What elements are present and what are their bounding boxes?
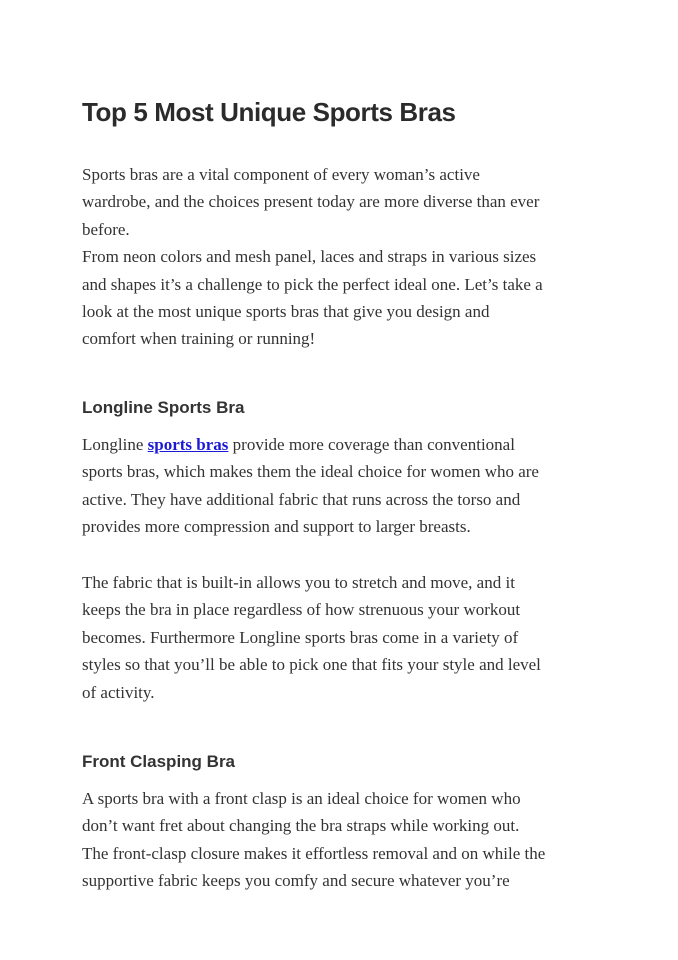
text-line: and shapes it’s a challenge to pick the perfect ideal one. Let’s take a — [82, 274, 543, 294]
text-line: keeps the bra in place regardless of how strenuous your workout — [82, 600, 521, 620]
text-line: The front-clasp closure makes it effortless removal and on while the — [82, 843, 546, 863]
text-line: supportive fabric keeps you comfy and secure whatever you’re — [82, 871, 510, 891]
text-line: A sports bra with a front clasp is an ideal choice for women who — [82, 789, 521, 808]
page-title: Top 5 Most Unique Sports Bras — [82, 97, 456, 127]
text-line: of activity. — [82, 682, 155, 702]
intro-paragraph — [82, 161, 597, 353]
front-clasping-paragraph-1 — [82, 785, 597, 895]
text-line — [82, 431, 597, 458]
text-fragment: Longline — [82, 435, 148, 454]
text-line: active. They have additional fabric that runs across the torso and — [82, 489, 521, 509]
longline-paragraph-2 — [82, 569, 597, 706]
sports-bras-link[interactable]: sports bras — [147, 435, 229, 454]
text-line: sports bras, which makes them the ideal choice for women who are — [82, 462, 539, 482]
text-line: comfort when training or running! — [82, 329, 316, 349]
text-line: Sports bras are a vital component of every woman’s active — [82, 165, 480, 184]
text-line: look at the most unique sports bras that give you design and — [82, 302, 490, 322]
text-line: don’t want fret about changing the bra straps while working out. — [82, 816, 520, 836]
section-heading-front-clasping: Front Clasping Bra — [82, 752, 236, 771]
text-line: From neon colors and mesh panel, laces and straps in various sizes — [82, 247, 537, 267]
text-line: styles so that you’ll be able to pick one that fits your style and level — [82, 655, 541, 675]
longline-paragraph-1 — [82, 431, 597, 541]
section-heading-longline: Longline Sports Bra — [82, 398, 245, 417]
text-line: becomes. Furthermore Longline sports bras come in a variety of — [82, 627, 519, 647]
text-fragment: provide more coverage than conventional — [228, 435, 515, 454]
text-line: before. — [82, 219, 130, 239]
text-line: wardrobe, and the choices present today are more diverse than ever — [82, 192, 540, 212]
text-line: The fabric that is built-in allows you to stretch and move, and it — [82, 573, 515, 592]
text-line: provides more compression and support to larger breasts. — [82, 517, 471, 537]
